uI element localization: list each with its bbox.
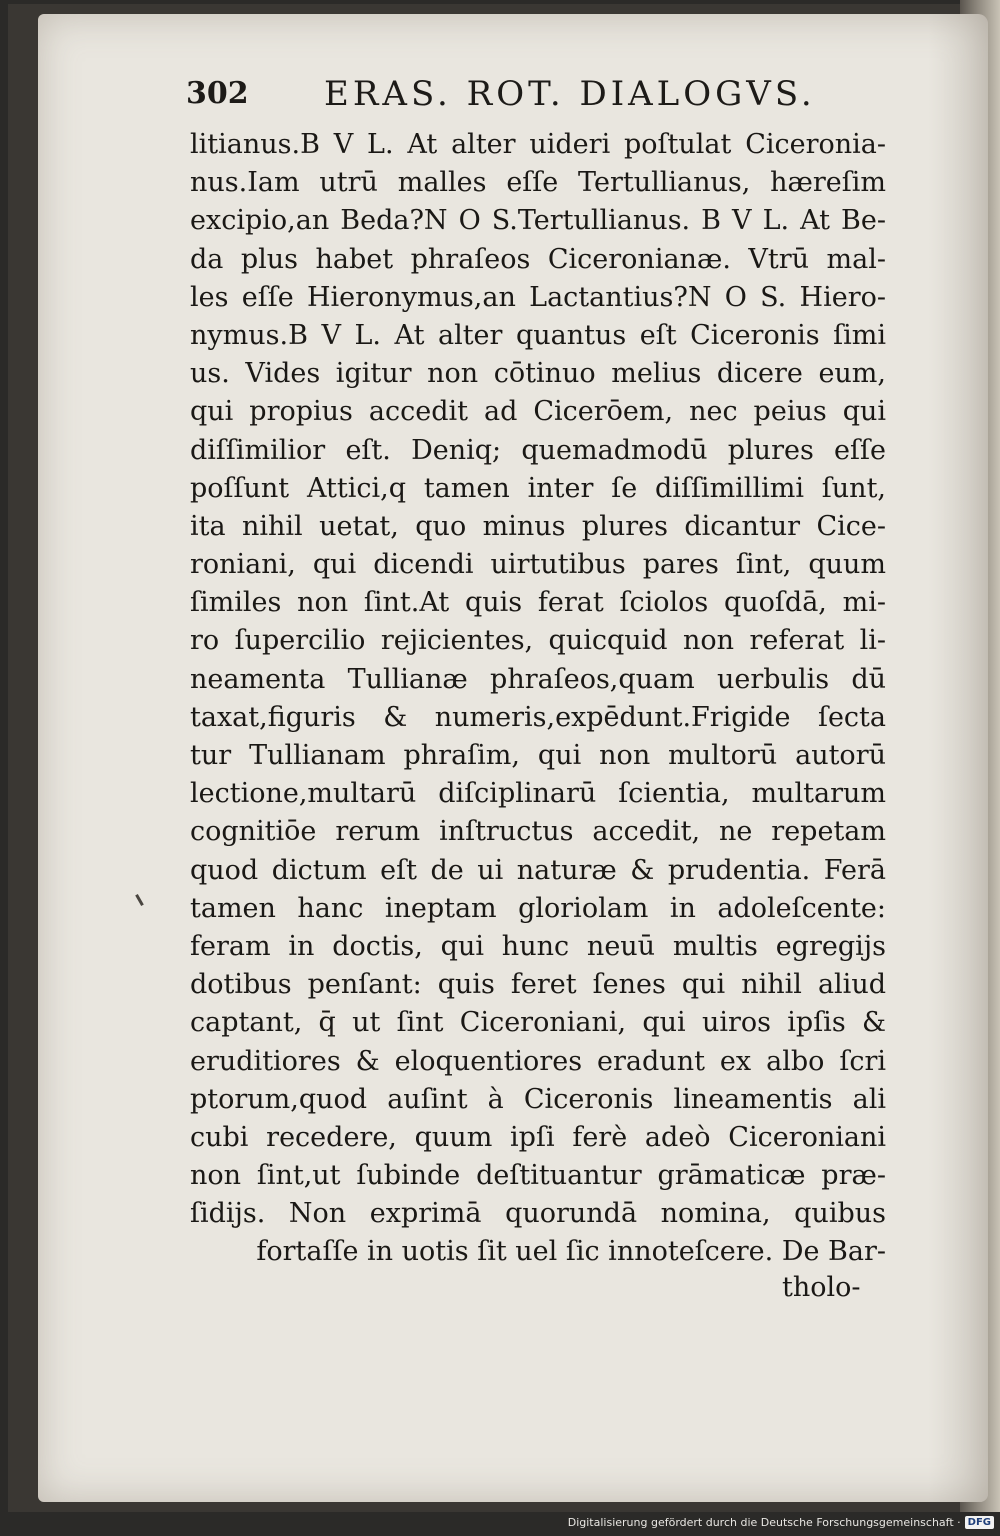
- text-line: les eſſe Hieronymus,an Lactantius?N O S. Hiero-: [190, 281, 886, 313]
- text-line: ro ſupercilio rejicientes, quicquid non referat li-: [190, 625, 886, 657]
- running-head: ERAS. ROT. DIALOGVS.: [324, 74, 816, 114]
- catchword: tholo-: [782, 1272, 861, 1303]
- text-line: nymus.B V L. At alter quantus eſt Ciceronis ſimi: [190, 319, 886, 351]
- text-line: tamen hanc ineptam gloriolam in adoleſcente:: [190, 892, 886, 924]
- text-line: qui propius accedit ad Cicerōem, nec peius qui: [190, 396, 886, 428]
- text-line: roniani, qui dicendi uirtutibus pares ſint, quum: [190, 549, 886, 581]
- text-line: quod dictum eſt de ui naturæ & prudentia. Ferā: [190, 854, 886, 886]
- text-line: poſſunt Attici,q tamen inter ſe diſſimillimi ſunt,: [190, 472, 886, 504]
- text-line: da plus habet phraſeos Ciceronianæ. Vtrū mal-: [190, 243, 886, 275]
- text-line: litianus.B V L. At alter uideri poſtulat Ciceronia-: [190, 129, 886, 160]
- text-line: nus.Iam utrū malles eſſe Tertullianus, hæreſim: [190, 167, 886, 199]
- text-line: taxat,figuris & numeris,expēdunt.Frigide ſecta: [190, 701, 886, 733]
- page-header: [186, 74, 846, 118]
- text-line: captant, q̄ ut ſint Ciceroniani, qui uiros ipſis &: [190, 1007, 886, 1039]
- text-line: diſſimilior eſt. Deniq; quemadmodū plures eſſe: [190, 434, 886, 466]
- text-line: cognitiōe rerum inſtructus accedit, ne repetam: [190, 816, 886, 848]
- text-line: fortaſſe in uotis ſit uel ſic innoteſcere. De Bar-: [256, 1236, 886, 1268]
- dfg-logo: DFG: [965, 1516, 994, 1529]
- text-line: lectione,multarū diſciplinarū ſcientia, multarum: [190, 778, 886, 810]
- text-line: ptorum,quod auſint à Ciceronis lineamentis ali: [190, 1083, 886, 1115]
- text-line: ſidijs. Non exprimā quorundā nomina, quibus: [190, 1198, 886, 1230]
- text-line: feram in doctis, qui hunc neuū multis egregijs: [190, 930, 886, 962]
- text-line: excipio,an Beda?N O S.Tertullianus. B V L. At Be-: [190, 205, 886, 237]
- text-line: eruditiores & eloquentiores eradunt ex albo ſcri: [190, 1045, 886, 1077]
- text-line: us. Vides igitur non cōtinuo melius dicere eum,: [190, 358, 886, 390]
- text-line: dotibus penſant: quis feret ſenes qui nihil aliud: [190, 969, 886, 1001]
- text-line: neamenta Tullianæ phraſeos,quam uerbulis dū: [190, 663, 886, 695]
- text-line: non ſint,ut ſubinde deſtituantur grāmaticæ præ-: [190, 1160, 886, 1192]
- digitization-credit: [568, 1512, 994, 1532]
- page-number: 302: [186, 76, 249, 111]
- text-line: ita nihil uetat, quo minus plures dicantur Cice-: [190, 510, 886, 542]
- body-text: [190, 126, 886, 1272]
- text-line: cubi recedere, quum ipſi ferè adeò Ciceroniani: [190, 1121, 886, 1153]
- credit-text: Digitalisierung gefördert durch die Deutsche Forschungsgemeinschaft ·: [567, 1515, 961, 1529]
- text-line: ſimiles non ſint.At quis ferat ſciolos quoſdā, mi-: [190, 587, 886, 619]
- text-line: tur Tullianam phraſim, qui non multorū autorū: [190, 740, 886, 771]
